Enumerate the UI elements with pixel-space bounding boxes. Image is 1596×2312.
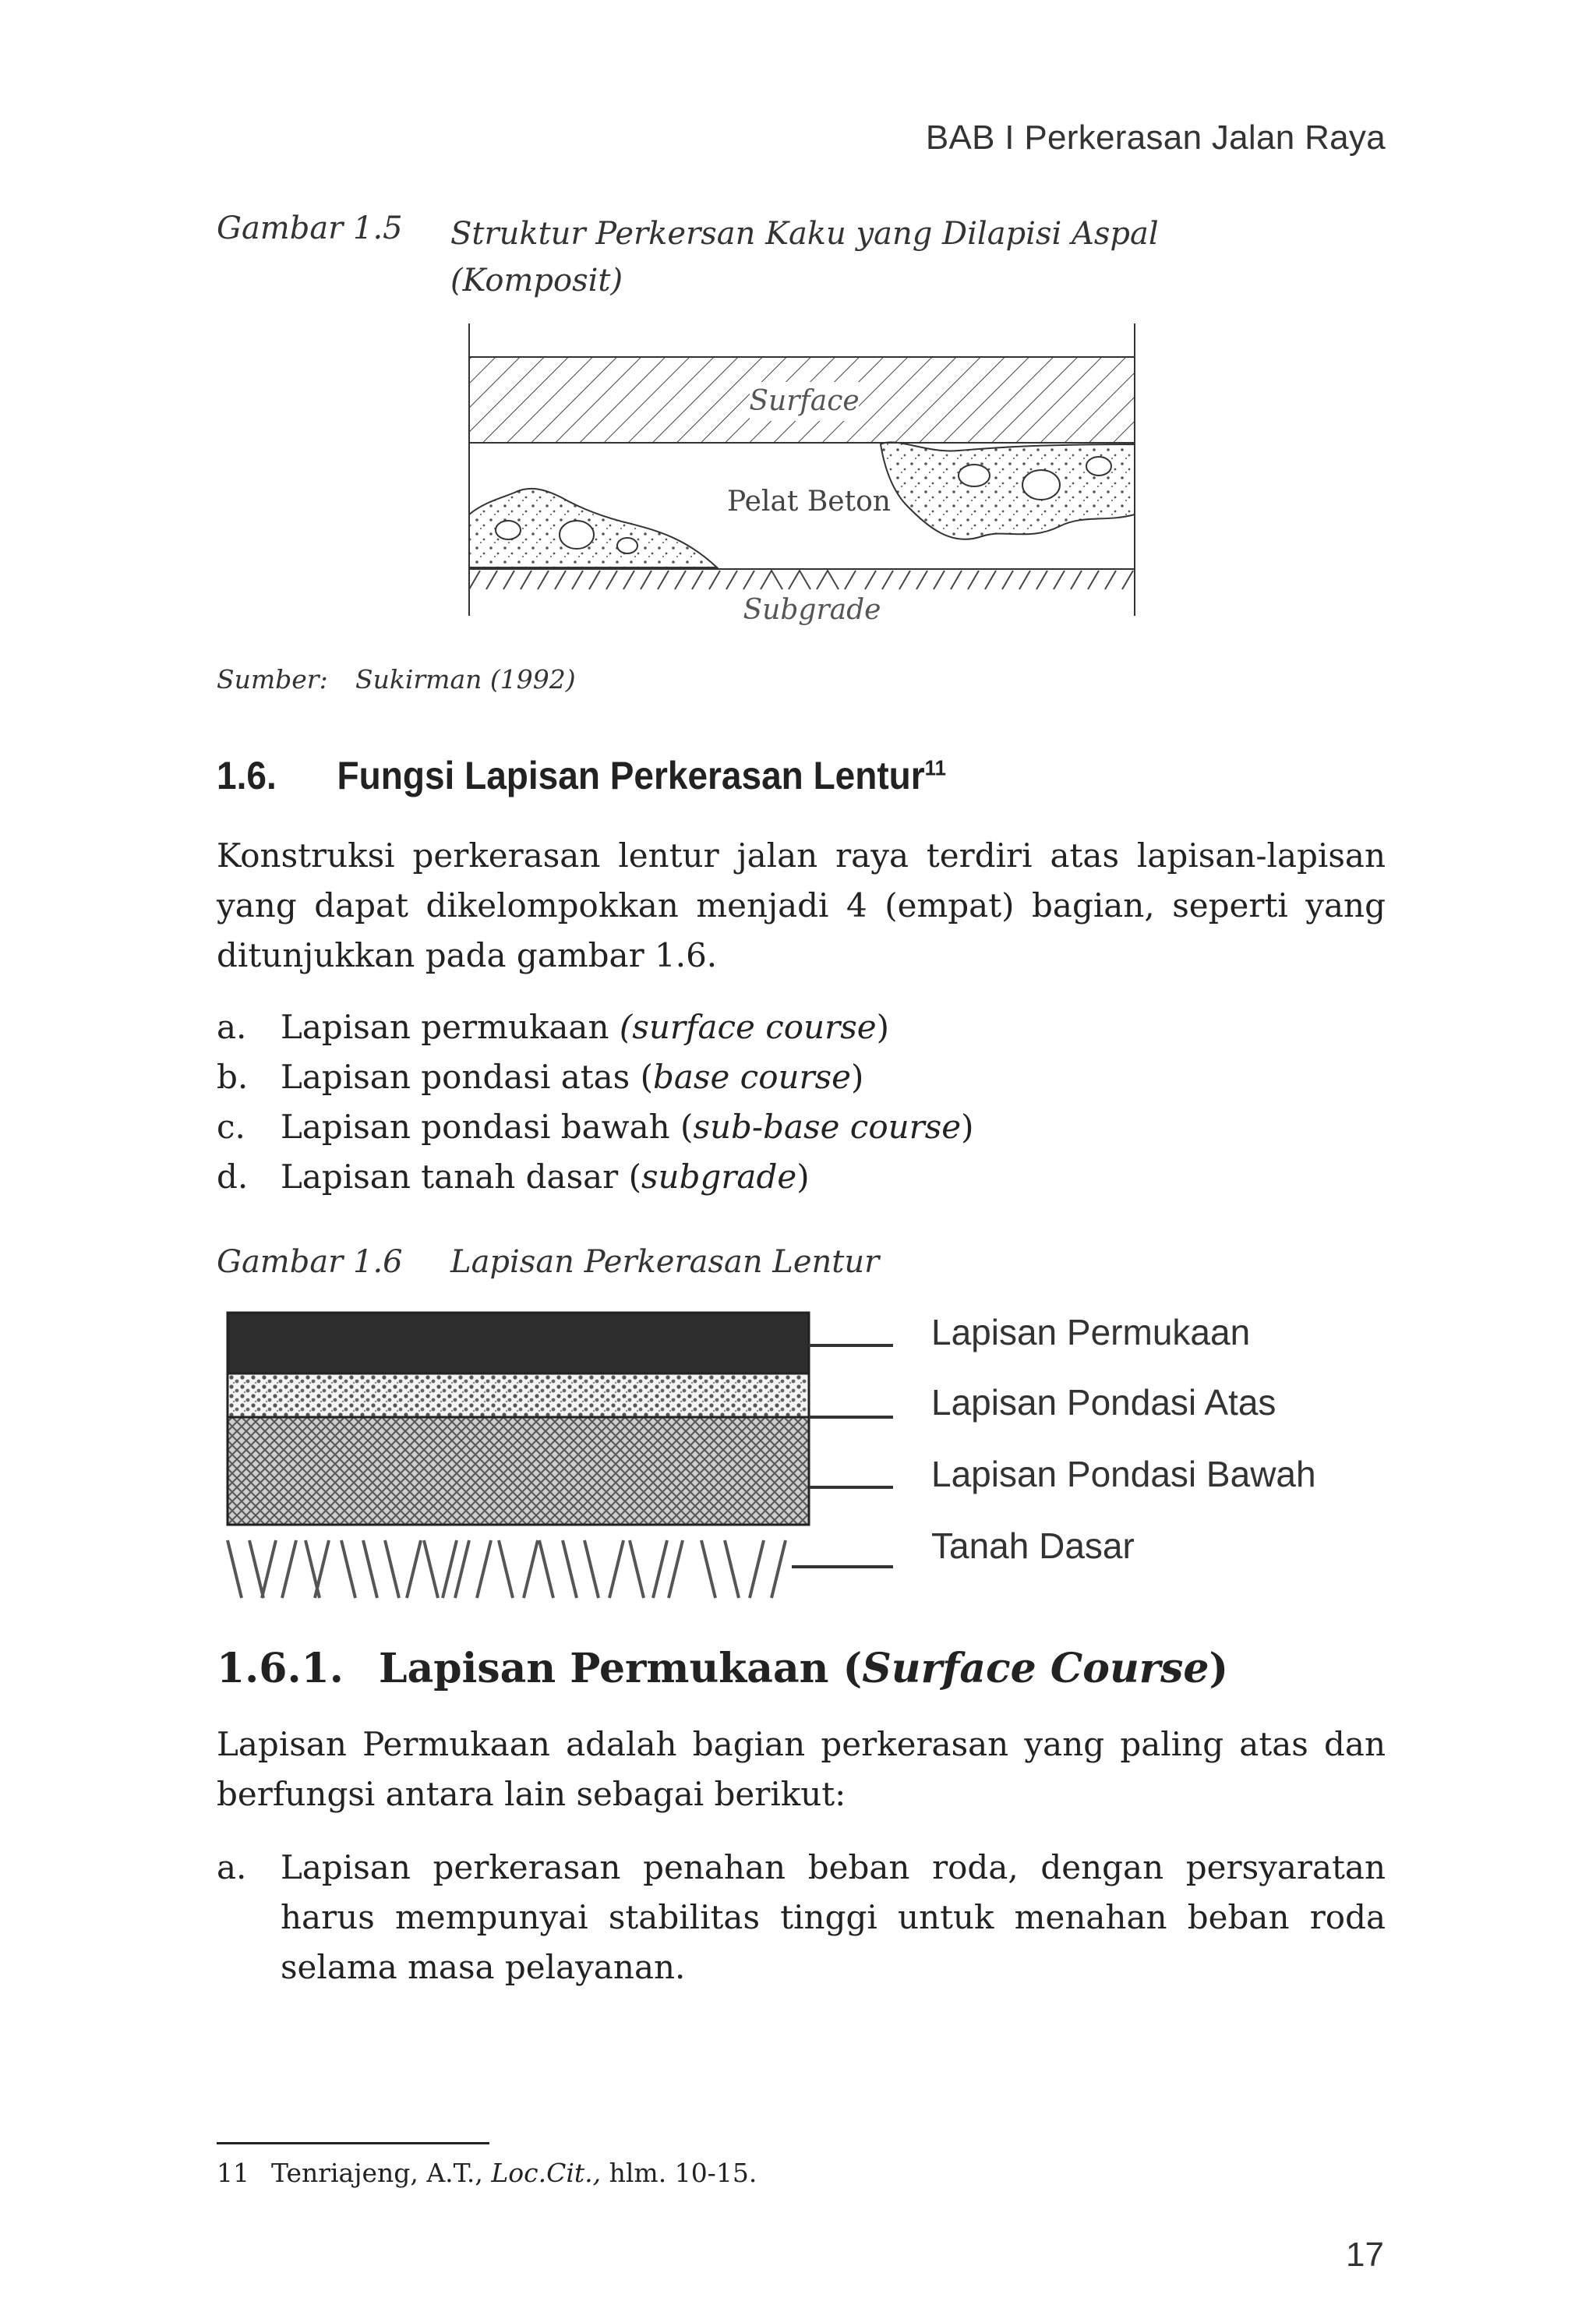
list-term: base course	[652, 1058, 852, 1096]
figure-1-5-caption	[217, 210, 1159, 304]
section-1-6-intro: Konstruksi perkerasan lentur jalan raya terdiri atas lapisan-lapisan yang dapat dikelompokkan menjadi 4 (empat) bagian, seperti yang ditunjukkan pada gambar 1.6.	[217, 836, 1386, 974]
list-text: Lapisan pondasi bawah (	[281, 1108, 694, 1146]
list-close: )	[796, 1158, 810, 1196]
list-term: sub-base course	[693, 1108, 962, 1146]
source-value: Sukirman (1992)	[355, 664, 576, 695]
surface-course-layer	[228, 1313, 809, 1373]
section-1-6-1-intro: Lapisan Permukaan adalah bagian perkerasan yang paling atas dan berfungsi antara lain sebagai berikut:	[217, 1725, 1386, 1813]
label-surface-layer: Lapisan Permukaan	[931, 1312, 1251, 1352]
page-number: 17	[1346, 2236, 1384, 2274]
list-term: subgrade	[641, 1158, 797, 1196]
list-item	[217, 1843, 1386, 1992]
section-number: 1.6.	[217, 754, 277, 797]
figure-title-line1: Struktur Perkersan Kaku yang Dilapisi Aspal	[450, 216, 1159, 252]
list-text: Lapisan pondasi atas (	[281, 1058, 653, 1096]
figure-1-5-source	[217, 664, 576, 695]
base-course-layer	[228, 1373, 809, 1417]
figure-title: Lapisan Perkerasan Lentur	[450, 1244, 880, 1280]
list-text: Lapisan tanah dasar (	[281, 1158, 641, 1196]
surface-label: Surface	[749, 385, 860, 417]
figure-number: Gambar 1.6	[217, 1244, 403, 1280]
list-close: )	[851, 1058, 864, 1096]
list-item	[217, 1002, 1386, 1052]
list-text: Lapisan perkerasan penahan beban roda, dengan persyaratan harus mempunyai stabilitas tinggi untuk menahan beban roda selama masa pelayanan.	[281, 1848, 1386, 1986]
section-title: Fungsi Lapisan Perkerasan Lentur	[337, 754, 925, 797]
section-title-term: Surface Course	[862, 1645, 1209, 1692]
running-header: BAB I Perkerasan Jalan Raya	[925, 118, 1386, 157]
figure-title	[450, 210, 1159, 304]
list-item	[217, 1152, 1386, 1202]
footnote-divider	[217, 2142, 489, 2144]
section-number: 1.6.1.	[217, 1645, 344, 1692]
figure-number: Gambar 1.5	[217, 210, 403, 246]
label-subbase-layer: Lapisan Pondasi Bawah	[931, 1454, 1316, 1494]
section-1-6-1-heading	[217, 1645, 1228, 1692]
footnote	[217, 2158, 757, 2188]
label-subgrade-layer: Tanah Dasar	[931, 1525, 1135, 1566]
footnote-ref: 11	[924, 755, 946, 780]
footnote-italic: Loc.Cit.,	[491, 2158, 602, 2188]
source-label: Sumber:	[217, 664, 328, 695]
label-base-layer: Lapisan Pondasi Atas	[931, 1382, 1276, 1423]
surface-function-list	[217, 1843, 1386, 1992]
list-term: (surface course	[619, 1008, 877, 1046]
list-marker: b.	[217, 1058, 249, 1096]
section-title-prefix: Lapisan Permukaan (	[379, 1645, 863, 1692]
subgrade-label: Subgrade	[743, 594, 881, 626]
list-close: )	[876, 1008, 889, 1046]
list-item	[217, 1102, 1386, 1152]
section-title-suffix: )	[1209, 1645, 1229, 1692]
list-marker: a.	[217, 1848, 247, 1886]
figure-1-6-diagram	[218, 1310, 920, 1614]
footnote-number: 11	[217, 2158, 249, 2188]
layer-list	[217, 1002, 1386, 1202]
subgrade-hatch	[469, 571, 1133, 589]
footnote-text: Tenriajeng, A.T.,	[271, 2158, 492, 2188]
figure-1-5-diagram	[460, 320, 1146, 631]
list-item	[217, 1052, 1386, 1102]
list-text: Lapisan permukaan	[281, 1008, 620, 1046]
footnote-text-after: hlm. 10-15.	[601, 2158, 757, 2188]
subgrade-pattern	[228, 1540, 786, 1598]
list-marker: a.	[217, 1008, 247, 1046]
slab-label: Pelat Beton	[727, 486, 891, 518]
figure-title-line2: (Komposit)	[450, 263, 623, 299]
list-marker: c.	[217, 1108, 245, 1146]
section-1-6-heading	[217, 753, 946, 798]
list-marker: d.	[217, 1158, 249, 1196]
figure-1-6-caption	[217, 1244, 879, 1280]
list-close: )	[961, 1108, 974, 1146]
subbase-course-layer	[228, 1417, 809, 1525]
